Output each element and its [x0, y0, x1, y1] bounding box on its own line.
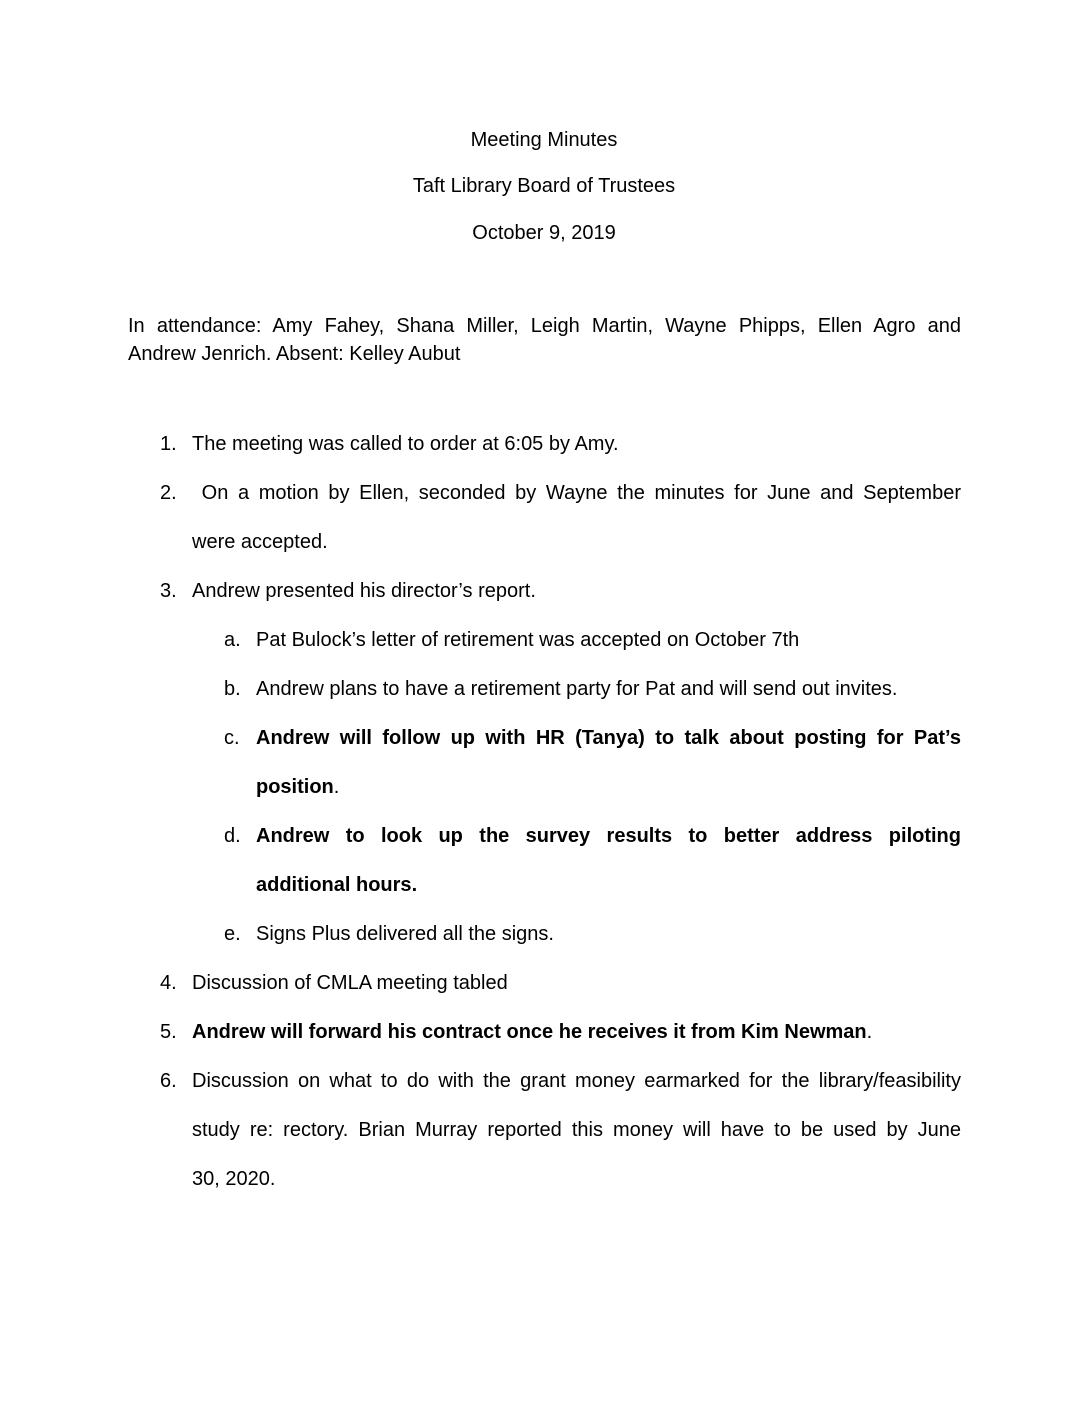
list-item-punctuation: .	[866, 1021, 873, 1043]
attendance-line: Andrew Jenrich. Absent: Kelley Aubut	[128, 343, 461, 365]
sub-list-item	[224, 665, 961, 714]
list-number: 3.	[160, 580, 177, 602]
sub-list-letter: a.	[224, 629, 241, 651]
list-item-text: Discussion of CMLA meeting tabled	[192, 972, 508, 994]
sub-list-item-text: Signs Plus delivered all the signs.	[256, 923, 554, 945]
sub-list-letter: c.	[224, 727, 240, 749]
list-item	[160, 469, 961, 567]
list-item	[160, 567, 961, 616]
sub-list-item-text: Andrew plans to have a retirement party for Pat and will send out invites.	[256, 678, 898, 700]
sub-list-item-text: position	[256, 776, 334, 798]
list-item-text: 30, 2020.	[192, 1168, 276, 1190]
list-number: 4.	[160, 972, 177, 994]
list-item-text: The meeting was called to order at 6:05 by Amy.	[192, 433, 619, 455]
list-item-text: were accepted.	[192, 531, 328, 553]
sub-list-item	[224, 812, 961, 910]
sub-list-letter: d.	[224, 825, 241, 847]
sub-list-item	[224, 714, 961, 812]
meeting-date: October 9, 2019	[472, 222, 616, 244]
organization-name: Taft Library Board of Trustees	[412, 175, 676, 197]
list-number: 6.	[160, 1070, 177, 1092]
sub-list-item-text: Andrew to look up the survey results to better address piloting	[256, 825, 961, 847]
list-number: 1.	[160, 433, 177, 455]
list-number: 2.	[160, 482, 177, 504]
list-item-text: Andrew will forward his contract once he receives it from Kim Newman	[192, 1021, 867, 1043]
list-item	[160, 1057, 961, 1204]
sub-list-item	[224, 616, 961, 665]
sub-list-item-punctuation: .	[333, 776, 340, 798]
sub-list-letter: b.	[224, 678, 241, 700]
sub-list-item	[224, 910, 961, 959]
list-item-text: study re: rectory. Brian Murray reported this money will have to be used by June	[192, 1119, 961, 1141]
list-item	[160, 420, 961, 469]
sub-list-item-text: additional hours	[256, 874, 412, 896]
list-item	[160, 1008, 961, 1057]
list-item-text: Andrew presented his director’s report.	[192, 580, 536, 602]
list-item	[160, 959, 961, 1008]
sub-list-item-punctuation: .	[411, 874, 418, 896]
document-title: Meeting Minutes	[470, 129, 618, 151]
list-item-text: On a motion by Ellen, seconded by Wayne the minutes for June and September	[192, 482, 961, 504]
sub-list-item-text: Pat Bulock’s letter of retirement was accepted on October 7th	[256, 629, 800, 651]
list-number: 5.	[160, 1021, 177, 1043]
attendance-line: In attendance: Amy Fahey, Shana Miller, Leigh Martin, Wayne Phipps, Ellen Agro and	[128, 315, 961, 337]
sub-list-item-text: Andrew will follow up with HR (Tanya) to talk about posting for Pat’s	[256, 727, 961, 749]
list-item-text: Discussion on what to do with the grant money earmarked for the library/feasibility	[192, 1070, 961, 1092]
sub-list-letter: e.	[224, 923, 241, 945]
